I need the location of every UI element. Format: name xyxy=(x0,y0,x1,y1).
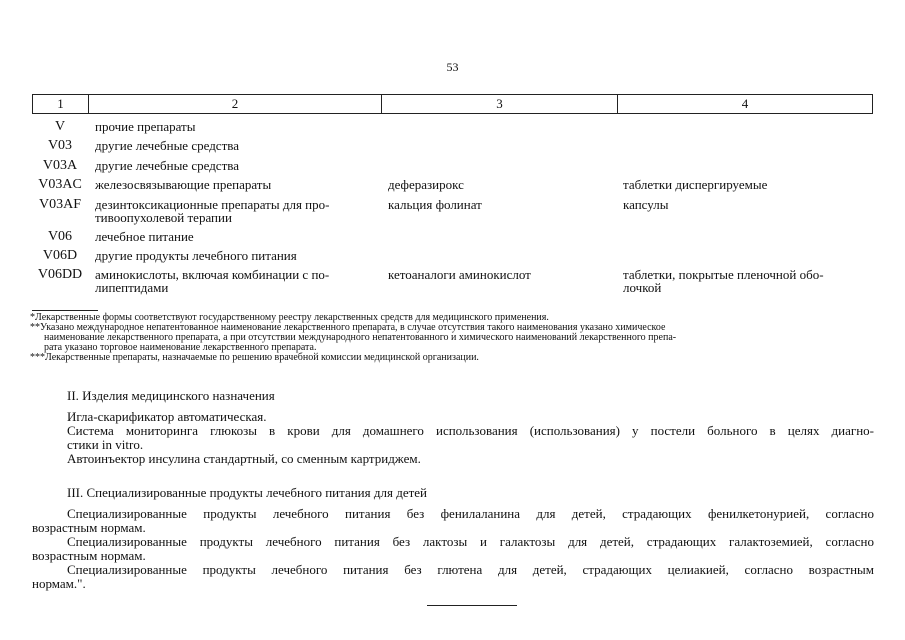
inn-name: кетоаналоги аминокислот xyxy=(388,267,531,282)
footnote-1: *Лекарственные формы соответствуют государственному реестру лекарственных средств для медицинского применения. xyxy=(30,312,549,323)
atc-group-name xyxy=(95,198,370,224)
atc-group-name-line-1: аминокислоты, включая комбинации с по- xyxy=(95,267,330,282)
section-3-p1-line-1: Специализированные продукты лечебного питания без фенилаланина для детей, страдающих фенилкетонурией, согласно xyxy=(67,506,874,521)
atc-code: V03 xyxy=(47,138,73,153)
dosage-form: капсулы xyxy=(623,197,669,212)
atc-group-name: лечебное питание xyxy=(95,229,194,244)
section-3-title: III. Специализированные продукты лечебного питания для детей xyxy=(67,485,427,500)
atc-group-name xyxy=(95,268,370,294)
atc-group-name-line-2: липептидами xyxy=(95,280,169,295)
header-col-4: 4 xyxy=(741,96,749,111)
table-header xyxy=(32,94,873,114)
end-divider xyxy=(427,605,517,606)
footnote-2-line-1: **Указано международное непатентованное наименование лекарственного препарата, в случае отсутствия такого наименования указано химическое xyxy=(30,322,666,333)
section-3-body xyxy=(32,507,874,591)
section-3-p3-line-2: нормам.". xyxy=(32,576,86,591)
dosage-form-line-2: лочкой xyxy=(623,280,662,295)
section-2-item-2-line-2: стики in vitro. xyxy=(67,437,144,452)
atc-group-name-line-2: тивоопухолевой терапии xyxy=(95,210,232,225)
section-3-p1-line-2: возрастным нормам. xyxy=(32,520,146,535)
footnotes xyxy=(30,313,874,363)
atc-group-name: другие продукты лечебного питания xyxy=(95,248,297,263)
atc-code: V03AC xyxy=(38,177,82,192)
dosage-form: таблетки диспергируемые xyxy=(623,177,768,192)
atc-code: V06DD xyxy=(37,267,83,282)
atc-code: V03AF xyxy=(38,197,81,212)
footnote-3: ***Лекарственные препараты, назначаемые по решению врачебной комиссии медицинской организации. xyxy=(30,352,479,363)
header-col-2: 2 xyxy=(89,95,382,113)
inn-name: кальция фолинат xyxy=(388,197,482,212)
atc-group-name: другие лечебные средства xyxy=(95,158,239,173)
dosage-form-line-1: таблетки, покрытые пленочной обо- xyxy=(623,267,824,282)
atc-code: V06 xyxy=(47,229,73,244)
atc-group-name: другие лечебные средства xyxy=(95,138,239,153)
section-3-p2-line-2: возрастным нормам. xyxy=(32,548,146,563)
inn-name: деферазирокс xyxy=(388,177,464,192)
section-2-body xyxy=(32,410,874,466)
dosage-form xyxy=(623,268,863,294)
section-2-item-1: Игла-скарификатор автоматическая. xyxy=(67,409,267,424)
section-2-item-3: Автоинъектор инсулина стандартный, со сменным картриджем. xyxy=(67,451,421,466)
footnote-2-line-2: наименование лекарственного препарата, а при отсутствии международного непатентованного и химического наименований лекарственного препа- xyxy=(44,332,677,343)
section-2-item-2-line-1: Система мониторинга глюкозы в крови для домашнего использования (использования) у постели больного в целях диагно- xyxy=(67,423,874,438)
atc-code: V xyxy=(54,119,66,134)
footnote-divider xyxy=(32,310,98,311)
atc-group-name: железосвязывающие препараты xyxy=(95,177,272,192)
section-3-p2-line-1: Специализированные продукты лечебного питания без лактозы и галактозы для детей, страдающих галактоземией, согласно xyxy=(67,534,874,549)
section-3-p3-line-1: Специализированные продукты лечебного питания без глютена для детей, страдающих целиакией, согласно возрастным xyxy=(67,562,874,577)
atc-code: V03A xyxy=(42,158,78,173)
footnote-2-line-3: рата указано торговое наименование лекарственного препарата. xyxy=(44,342,317,353)
atc-group-name-line-1: дезинтоксикационные препараты для про- xyxy=(95,197,330,212)
page-number: 53 xyxy=(446,60,459,74)
section-2-title: II. Изделия медицинского назначения xyxy=(67,388,275,403)
header-col-3: 3 xyxy=(382,95,618,113)
atc-group-name: прочие препараты xyxy=(95,119,196,134)
atc-code: V06D xyxy=(42,248,78,263)
header-col-1: 1 xyxy=(33,95,89,113)
